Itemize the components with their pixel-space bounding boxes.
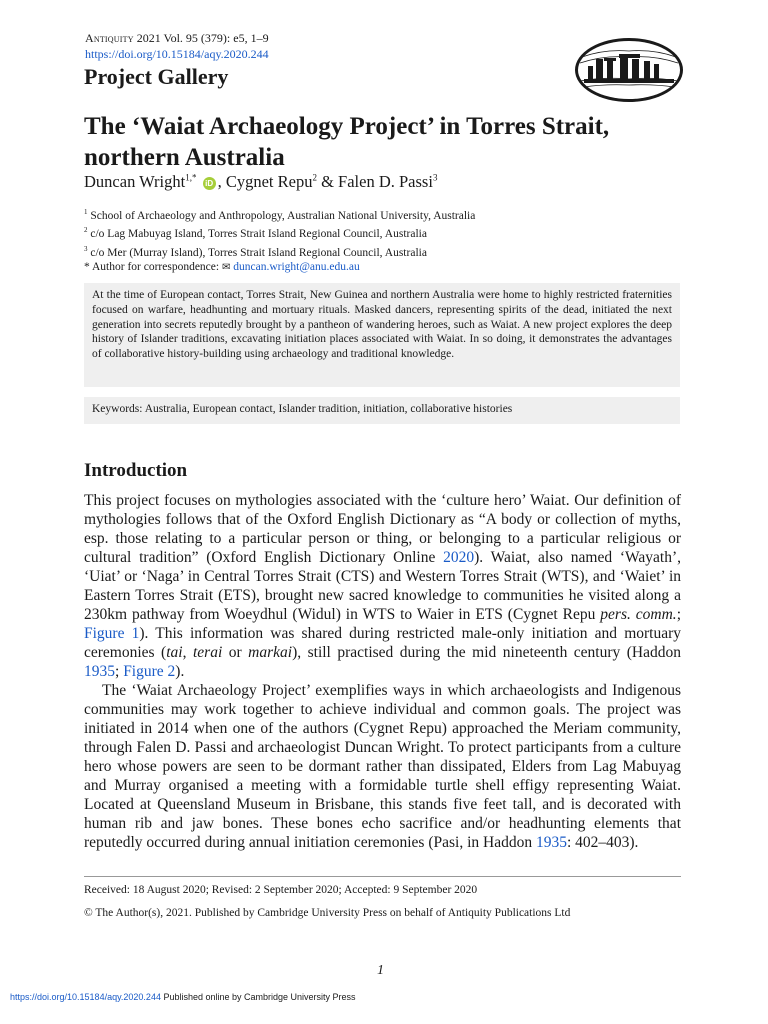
text-run: : 402–403). xyxy=(566,834,639,851)
section-label: Project Gallery xyxy=(84,64,229,89)
author-3: & Falen D. Passi xyxy=(316,172,433,191)
figure-2-link[interactable]: Figure 2 xyxy=(123,663,176,680)
text-run: ). xyxy=(175,663,185,680)
page-number: 1 xyxy=(377,963,384,978)
correspondence: * Author for correspondence: ✉ duncan.wright@anu.edu.au xyxy=(84,261,360,274)
correspondence-email-link[interactable]: duncan.wright@anu.edu.au xyxy=(233,261,360,274)
antiquity-stonehenge-logo xyxy=(574,37,684,103)
citation-link-1935[interactable]: 1935 xyxy=(84,663,115,680)
italic-text: tai xyxy=(166,644,183,661)
author-3-affil: 3 xyxy=(432,172,438,183)
footnote-divider xyxy=(84,876,681,877)
text-run: or xyxy=(222,644,249,661)
envelope-icon: ✉ xyxy=(221,262,231,274)
affiliation-number: 3 xyxy=(84,244,88,253)
text-run: ), still practised during the mid nineteenth century (Haddon xyxy=(292,644,682,661)
paragraph-2 xyxy=(84,681,681,852)
affiliation-text: School of Archaeology and Anthropology, Australian National University, Australia xyxy=(90,209,476,222)
affiliation-text: c/o Mer (Murray Island), Torres Strait Island Regional Council, Australia xyxy=(90,246,427,259)
affiliations xyxy=(84,205,475,276)
text-run: ; xyxy=(676,606,681,623)
affiliation-3 xyxy=(84,242,475,260)
keywords-box: Keywords: Australia, European contact, Islander tradition, initiation, collaborative histories xyxy=(84,397,680,424)
page-footer xyxy=(10,992,356,1002)
received-dates: Received: 18 August 2020; Revised: 2 September 2020; Accepted: 9 September 2020 xyxy=(84,884,478,896)
article-title xyxy=(84,111,684,173)
citation-link-1935[interactable]: 1935 xyxy=(535,834,567,851)
footer-published-text: Published online by Cambridge University Press xyxy=(160,992,356,1002)
introduction-heading: Introduction xyxy=(84,460,188,481)
journal-name: Antiquity xyxy=(85,31,134,45)
author-1: Duncan Wright xyxy=(84,172,186,191)
journal-header xyxy=(85,30,269,62)
abstract-box: At the time of European contact, Torres Strait, New Guinea and northern Australia were home to highly restricted fraternities focused on warfare, headhunting and mortuary rituals. Masked dancers, representing spirits of the dead, initiated the next generation into secrets reputedly brought by a pantheon of wandering heroes, such as Waiat. A new project explores the deep history of Islander traditions, excavating initiation places associated with Waiat. In so doing, it demonstrates the advantages of collaborative history-building using archaeology and traditional knowledge. xyxy=(84,283,680,387)
text-run: This project focuses on mythologies associated with the ‘culture hero’ Waiat. Our definition of mythologies follows that of the Oxford English Dictionary as “A body or collection of myths, esp. those relating to a particular person or thing, or belonging to a particular religious or cultural tradition” (Oxford English Dictionary Online xyxy=(84,492,681,566)
text-run: ). Waiat, also named ‘Wayath’, ‘Uiat’ or ‘Naga’ in Central Torres Strait (CTS) and Western Torres Strait (WTS), and ‘Waiet’ in Eastern Torres Strait (ETS), brought new sacred knowledge to communities he visited along a 230km pathway from Woeydhul (Widul) in WTS to Waier in ETS (Cygnet Repu xyxy=(84,549,682,623)
author-2-affil: 2 xyxy=(312,172,317,183)
italic-text: pers. comm. xyxy=(600,606,677,623)
doi-link[interactable]: https://doi.org/10.15184/aqy.2020.244 xyxy=(85,47,269,61)
journal-citation xyxy=(85,30,269,46)
figure-1-link[interactable]: Figure 1 xyxy=(84,625,140,642)
title-line-2: northern Australia xyxy=(84,144,285,171)
text-run: The ‘Waiat Archaeology Project’ exemplifies ways in which archaeologists and Indigenous communities may work together to achieve individual and common goals. The project was initiated in 2014 when one of the authors (Cygnet Repu) approached the Meriam community, through Falen D. Passi and archaeologist Duncan Wright. To protect participants from a culture hero whose powers are seen to be dormant rather than dissipated, Elders from Lag Mabuyag and Murray organised a meeting with a formidable turtle shell effigy representing Waiat. Located at Queensland Museum in Brisbane, this stands five feet tall, and is decorated with human rib and jaw bones. These bones echo sacrifice and/or headhunting elements that reputedly occurred during annual initiation ceremonies (Pasi, in Haddon xyxy=(84,682,681,851)
journal-volume: 2021 Vol. 95 (379): e5, 1–9 xyxy=(136,31,269,45)
affiliation-2 xyxy=(84,223,475,241)
footer-doi-link[interactable]: https://doi.org/10.15184/aqy.2020.244 xyxy=(10,992,161,1002)
orcid-icon[interactable]: iD xyxy=(203,177,216,190)
affiliation-number: 1 xyxy=(84,208,88,216)
text-run: ; xyxy=(115,663,124,680)
title-line-1: The ‘Waiat Archaeology Project’ in Torres Strait, xyxy=(84,113,610,140)
author-2: , Cygnet Repu xyxy=(217,172,313,191)
italic-text: terai xyxy=(192,644,223,661)
citation-link-2020[interactable]: 2020 xyxy=(443,549,475,566)
affiliation-text: c/o Lag Mabuyag Island, Torres Strait Island Regional Council, Australia xyxy=(90,228,427,241)
paragraph-1 xyxy=(84,491,681,681)
author-1-affil: 1,* xyxy=(185,172,197,183)
text-run: ). This information was shared during restricted male-only initiation and mortuary ceremonies ( xyxy=(84,625,682,661)
affiliation-number: 2 xyxy=(84,226,88,235)
text-run: , xyxy=(182,644,193,661)
copyright-notice: © The Author(s), 2021. Published by Cambridge University Press on behalf of Antiquity Publications Ltd xyxy=(84,907,571,919)
affiliation-1 xyxy=(84,205,475,223)
correspondence-label: Author for correspondence: xyxy=(92,261,220,274)
author-list xyxy=(84,172,437,192)
article-body xyxy=(84,491,681,852)
italic-text: markai xyxy=(248,644,293,661)
